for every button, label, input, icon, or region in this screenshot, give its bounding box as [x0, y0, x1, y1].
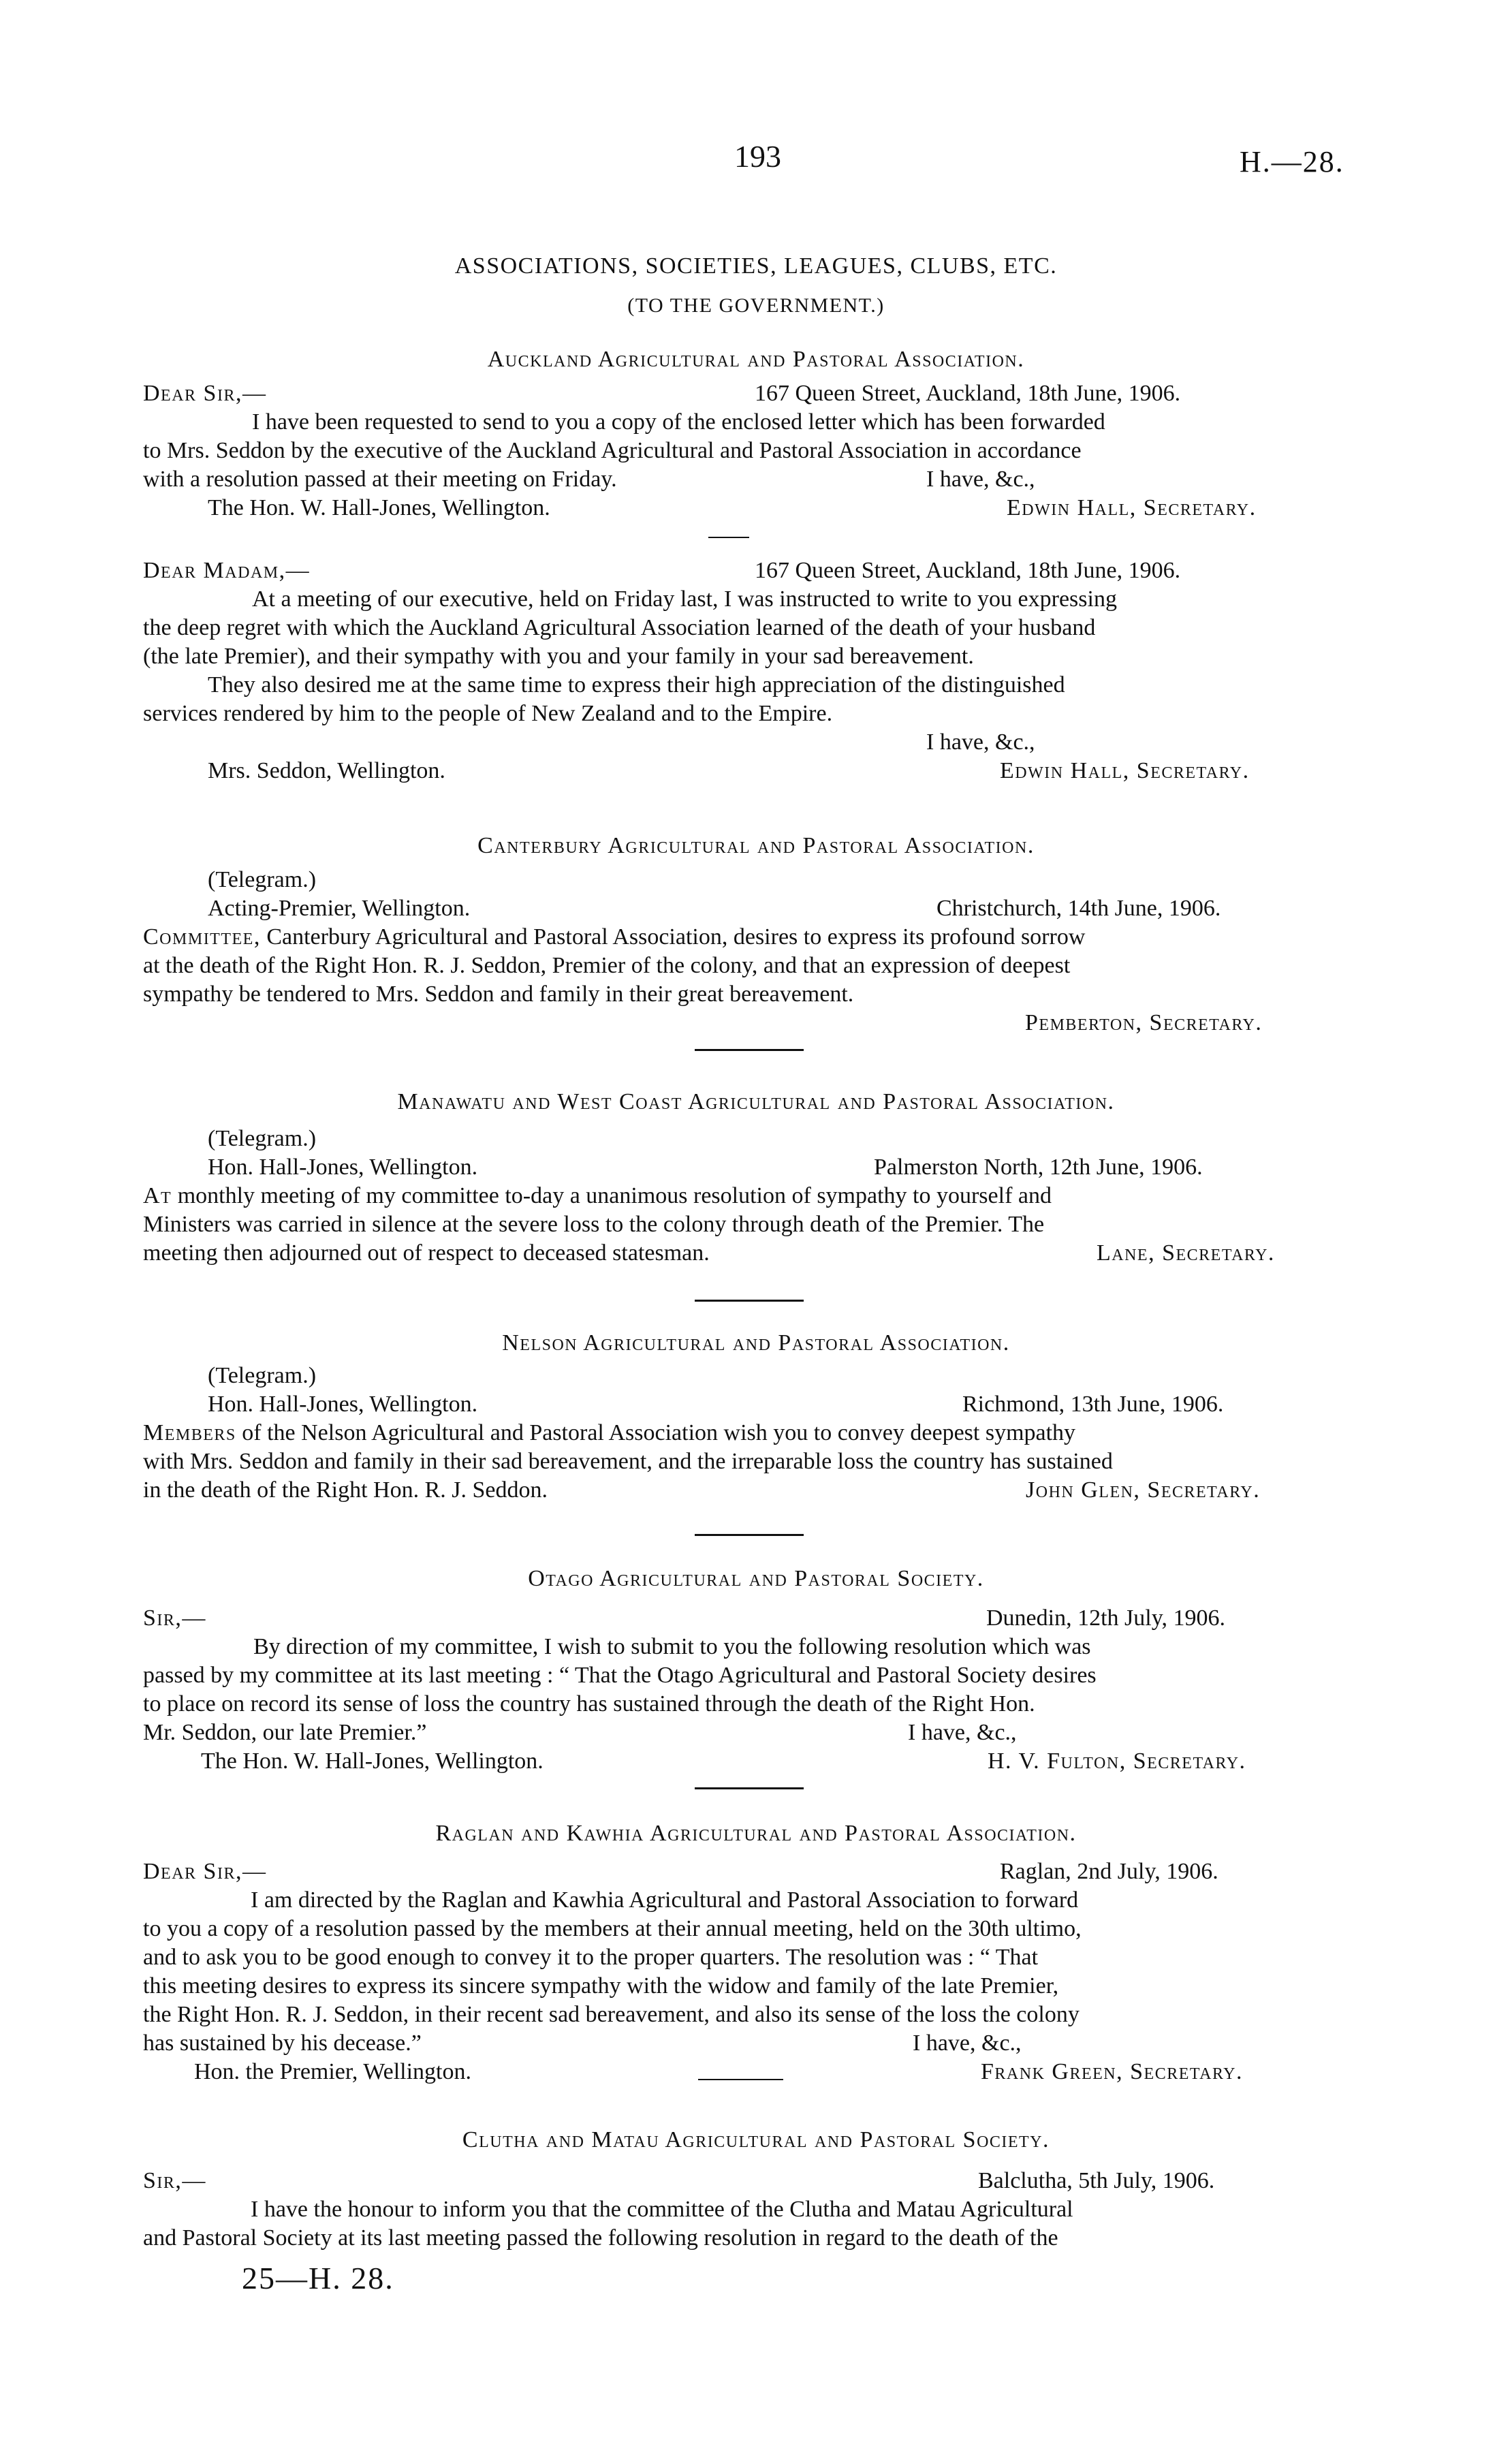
letter-place-date: Dunedin, 12th July, 1906. — [986, 1605, 1226, 1631]
salutation: Dear Sir,— — [143, 381, 267, 406]
section-heading-canterbury: Canterbury Agricultural and Pastoral Association. — [477, 833, 1035, 858]
letter-body-line — [143, 1182, 1052, 1210]
letter-signatory: Pemberton, Secretary. — [1025, 1010, 1263, 1035]
letter-place-date: Palmerston North, 12th June, 1906. — [874, 1155, 1203, 1180]
section-divider — [695, 1787, 804, 1789]
letter-body-line: in the death of the Right Hon. R. J. Seddon. — [143, 1477, 548, 1503]
letter-recipient: Hon. Hall-Jones, Wellington. — [208, 1392, 478, 1417]
letter-recipient: The Hon. W. Hall-Jones, Wellington. — [208, 495, 550, 520]
page-subtitle: (TO THE GOVERNMENT.) — [627, 294, 885, 317]
page-number: 193 — [734, 139, 781, 174]
body-text: monthly meeting of my committee to-day a unanimous resolution of sympathy to yourself and — [172, 1183, 1052, 1208]
letter-recipient: The Hon. W. Hall-Jones, Wellington. — [201, 1749, 544, 1774]
lead-word: Committee, — [143, 924, 261, 950]
letter-signatory: H. V. Fulton, Secretary. — [988, 1749, 1246, 1774]
letter-place-date: Christchurch, 14th June, 1906. — [936, 896, 1221, 921]
section-divider — [695, 1300, 804, 1302]
letter-signatory: Edwin Hall, Secretary. — [1007, 495, 1257, 520]
letter-recipient: Mrs. Seddon, Wellington. — [208, 758, 445, 783]
letter-place-date: Balclutha, 5th July, 1906. — [978, 2168, 1215, 2193]
letter-body-line: at the death of the Right Hon. R. J. Seddon, Premier of the colony, and that an expression of deepest — [143, 953, 1071, 978]
closing-rule — [698, 2079, 783, 2080]
letter-recipient: Hon. Hall-Jones, Wellington. — [208, 1155, 478, 1180]
document-reference: H.—28. — [1240, 145, 1344, 178]
salutation: Sir,— — [143, 2168, 206, 2193]
section-heading-clutha: Clutha and Matau Agricultural and Pastoral Society. — [462, 2127, 1050, 2152]
letter-signatory: Edwin Hall, Secretary. — [1000, 758, 1250, 783]
letter-body-line: to place on record its sense of loss the country has sustained through the death of the Right Hon. — [143, 1691, 1035, 1716]
letter-body-line: They also desired me at the same time to express their high appreciation of the distinguished — [208, 672, 1065, 697]
letter-body-line: and Pastoral Society at its last meeting passed the following resolution in regard to the death of the — [143, 2225, 1058, 2251]
salutation: Dear Sir,— — [143, 1859, 267, 1884]
telegram-label: (Telegram.) — [208, 1126, 317, 1151]
letter-body-line: I have been requested to send to you a copy of the enclosed letter which has been forwarded — [252, 409, 1105, 435]
letter-body-line — [143, 1420, 1075, 1447]
telegram-label: (Telegram.) — [208, 867, 317, 892]
letter-body-line: I am directed by the Raglan and Kawhia Agricultural and Pastoral Association to forward — [251, 1887, 1079, 1913]
letter-signatory: Frank Green, Secretary. — [981, 2059, 1243, 2084]
section-divider — [695, 1534, 804, 1536]
letter-closing: I have, &c., — [926, 730, 1035, 755]
letter-recipient: Hon. the Premier, Wellington. — [194, 2059, 471, 2084]
body-text: Canterbury Agricultural and Pastoral Association, desires to express its profound sorrow — [260, 924, 1086, 950]
letter-body-line: meeting then adjourned out of respect to deceased statesman. — [143, 1240, 710, 1266]
page-title: ASSOCIATIONS, SOCIETIES, LEAGUES, CLUBS, ETC. — [454, 253, 1058, 279]
letter-address: 167 Queen Street, Auckland, 18th June, 1906. — [755, 381, 1181, 406]
letter-body-line: the deep regret with which the Auckland Agricultural Association learned of the death of your husband — [143, 615, 1096, 640]
letter-signatory: Lane, Secretary. — [1097, 1240, 1275, 1266]
letter-signatory: John Glen, Secretary. — [1026, 1477, 1261, 1503]
letter-body-line: (the late Premier), and their sympathy with you and your family in your sad bereavement. — [143, 644, 974, 669]
section-heading-manawatu: Manawatu and West Coast Agricultural and Pastoral Association. — [397, 1089, 1115, 1114]
body-text: of the Nelson Agricultural and Pastoral Association wish you to convey deepest sympathy — [236, 1420, 1076, 1445]
letter-body-line: and to ask you to be good enough to convey it to the proper quarters. The resolution was : “ That — [143, 1945, 1039, 1970]
letter-body-line: Ministers was carried in silence at the severe loss to the colony through death of the Premier. The — [143, 1212, 1045, 1237]
signature-mark: 25—H. 28. — [242, 2261, 394, 2295]
salutation: Dear Madam,— — [143, 558, 311, 583]
letter-address: 167 Queen Street, Auckland, 18th June, 1906. — [755, 558, 1181, 583]
section-divider — [708, 537, 749, 538]
letter-body-line: has sustained by his decease.” — [143, 2031, 422, 2056]
section-heading-nelson: Nelson Agricultural and Pastoral Association. — [502, 1330, 1010, 1355]
letter-body-line: the Right Hon. R. J. Seddon, in their recent sad bereavement, and also its sense of the loss the colony — [143, 2002, 1080, 2027]
letter-body-line: Mr. Seddon, our late Premier.” — [143, 1720, 427, 1745]
section-heading-otago: Otago Agricultural and Pastoral Society. — [528, 1566, 984, 1591]
telegram-label: (Telegram.) — [208, 1363, 317, 1388]
letter-body-line: to you a copy of a resolution passed by the members at their annual meeting, held on the 30th ultimo, — [143, 1916, 1082, 1941]
section-heading-auckland: Auckland Agricultural and Pastoral Association. — [487, 347, 1025, 372]
letter-closing: I have, &c., — [926, 467, 1035, 492]
letter-body-line: By direction of my committee, I wish to submit to you the following resolution which was — [253, 1634, 1091, 1659]
letter-body-line: I have the honour to inform you that the committee of the Clutha and Matau Agricultural — [251, 2197, 1073, 2222]
letter-closing: I have, &c., — [913, 2031, 1022, 2056]
salutation: Sir,— — [143, 1605, 206, 1631]
letter-closing: I have, &c., — [908, 1720, 1017, 1745]
letter-body-line: sympathy be tendered to Mrs. Seddon and family in their great bereavement. — [143, 982, 854, 1007]
letter-body-line: services rendered by him to the people of New Zealand and to the Empire. — [143, 701, 833, 726]
letter-body-line: this meeting desires to express its sincere sympathy with the widow and family of the late Premier, — [143, 1973, 1059, 1998]
section-heading-raglan: Raglan and Kawhia Agricultural and Pastoral Association. — [435, 1821, 1077, 1846]
letter-body-line — [143, 924, 1085, 951]
letter-body-line: with a resolution passed at their meeting on Friday. — [143, 467, 617, 492]
letter-body-line: with Mrs. Seddon and family in their sad bereavement, and the irreparable loss the country has sustained — [143, 1449, 1113, 1474]
letter-body-line: to Mrs. Seddon by the executive of the Auckland Agricultural and Pastoral Association in accordance — [143, 438, 1082, 463]
letter-body-line: passed by my committee at its last meeting : “ That the Otago Agricultural and Pastoral Society desires — [143, 1663, 1097, 1688]
letter-place-date: Richmond, 13th June, 1906. — [962, 1392, 1224, 1417]
letter-body-line: At a meeting of our executive, held on Friday last, I was instructed to write to you expressing — [252, 586, 1117, 612]
letter-recipient: Acting-Premier, Wellington. — [208, 896, 471, 921]
lead-word: At — [143, 1183, 172, 1208]
letter-place-date: Raglan, 2nd July, 1906. — [1000, 1859, 1218, 1884]
lead-word: Members — [143, 1420, 236, 1445]
section-divider — [695, 1049, 804, 1051]
